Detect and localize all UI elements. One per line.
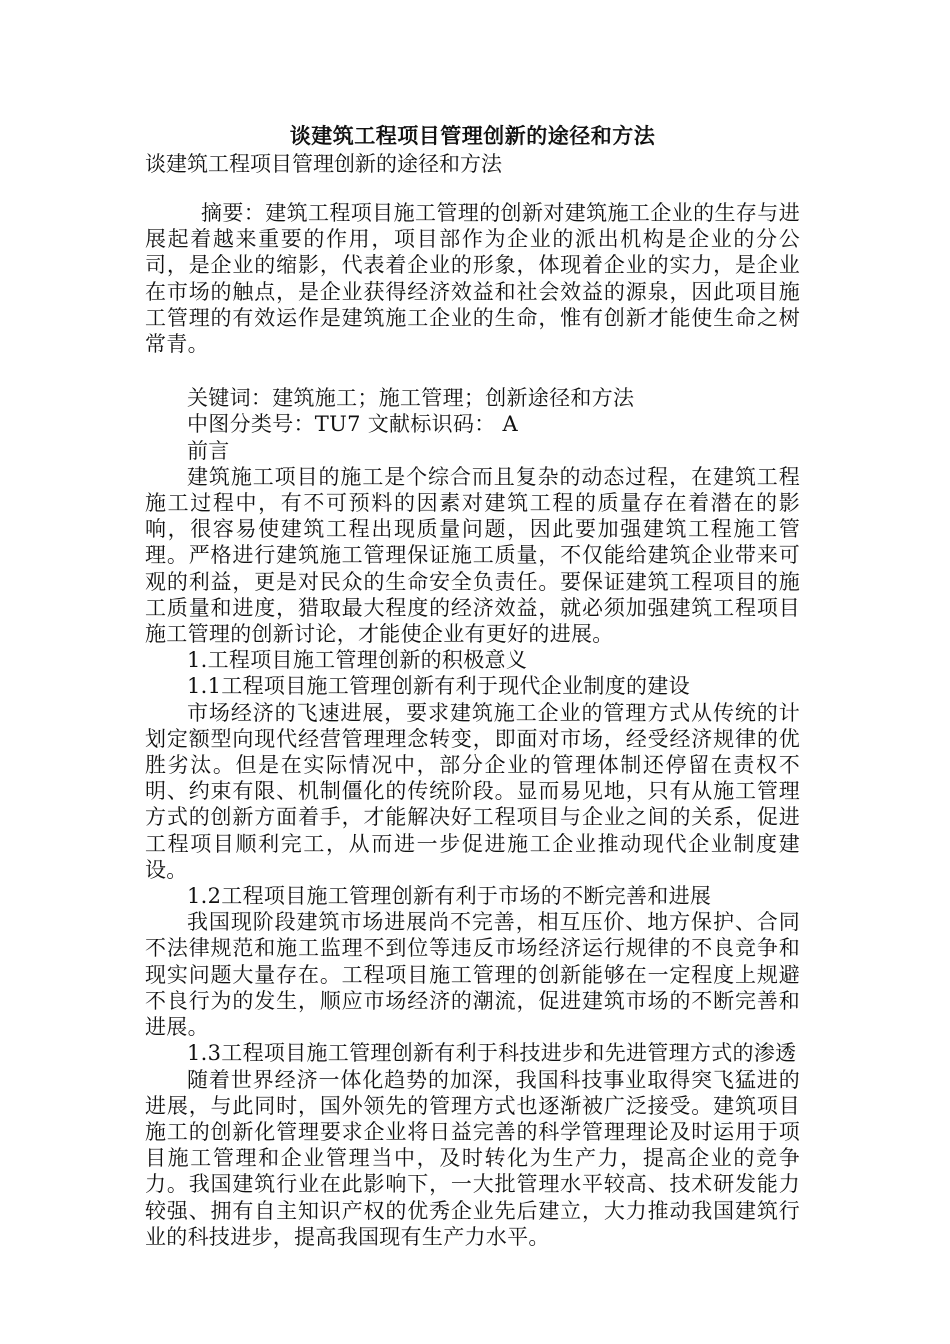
document-subtitle: 谈建筑工程项目管理创新的途径和方法 xyxy=(145,152,502,176)
classification-line: 中图分类号：TU7 文献标识码： A xyxy=(187,412,518,437)
preface-paragraph: 建筑施工项目的施工是个综合而且复杂的动态过程，在建筑工程施工过程中，有不可预料的因素对建筑工程的质量存在着潜在的影响，很容易使建筑工程出现质量问题，因此要加强建筑工程施工管理。严格进行建筑施工管理保证施工质量，不仅能给建筑企业带来可观的利益，更是对民众的生命安全负责任。要保证建筑工程项目的施工质量和进度，猎取最大程度的经济效益，就必须加强建筑工程项目施工管理的创新讨论，才能使企业有更好的进展。 xyxy=(145,464,800,647)
keywords-line: 关键词：建筑施工；施工管理；创新途径和方法 xyxy=(187,386,635,411)
section-1-2-heading: 1.2工程项目施工管理创新有利于市场的不断完善和进展 xyxy=(187,884,712,909)
section-1-heading: 1.工程项目施工管理创新的积极意义 xyxy=(187,648,528,673)
section-1-3-paragraph: 随着世界经济一体化趋势的加深，我国科技事业取得突飞猛进的进展，与此同时，国外领先的管理方式也逐渐被广泛接受。建筑项目施工的创新化管理要求企业将日益完善的科学管理理论及时运用于项目施工管理和企业管理当中，及时转化为生产力，提高企业的竞争力。我国建筑行业在此影响下，一大批管理水平较高、技术研发能力较强、拥有自主知识产权的优秀企业先后建立，大力推动我国建筑行业的科技进步，提高我国现有生产力水平。 xyxy=(145,1067,800,1249)
abstract-paragraph: 摘要：建筑工程项目施工管理的创新对建筑施工企业的生存与进展起着越来重要的作用，项目部作为企业的派出机构是企业的分公司，是企业的缩影，代表着企业的形象，体现着企业的实力，是企业在市场的触点，是企业获得经济效益和社会效益的源泉，因此项目施工管理的有效运作是建筑施工企业的生命，惟有创新才能使生命之树常青。 xyxy=(145,201,800,357)
document-page xyxy=(145,122,800,1250)
section-1-2-paragraph: 我国现阶段建筑市场进展尚不完善，相互压价、地方保护、合同不法律规范和施工监理不到位等违反市场经济运行规律的不良竞争和现实问题大量存在。工程项目施工管理的创新能够在一定程度上规避不良行为的发生，顺应市场经济的潮流，促进建筑市场的不断完善和进展。 xyxy=(145,910,800,1040)
section-1-3-heading: 1.3工程项目施工管理创新有利于科技进步和先进管理方式的渗透 xyxy=(187,1041,797,1066)
section-1-1-heading: 1.1工程项目施工管理创新有利于现代企业制度的建设 xyxy=(187,674,690,699)
section-1-1-paragraph: 市场经济的飞速进展，要求建筑施工企业的管理方式从传统的计划定额型向现代经营管理理念转变，即面对市场，经受经济规律的优胜劣汰。但是在实际情况中，部分企业的管理体制还停留在责权不明、约束有限、机制僵化的传统阶段。显而易见地，只有从施工管理方式的创新方面着手，才能解决好工程项目与企业之间的关系，促进工程项目顺利完工，从而进一步促进施工企业推动现代企业制度建设。 xyxy=(145,700,800,882)
preface-heading: 前言 xyxy=(187,438,230,463)
document-title: 谈建筑工程项目管理创新的途径和方法 xyxy=(289,123,656,148)
